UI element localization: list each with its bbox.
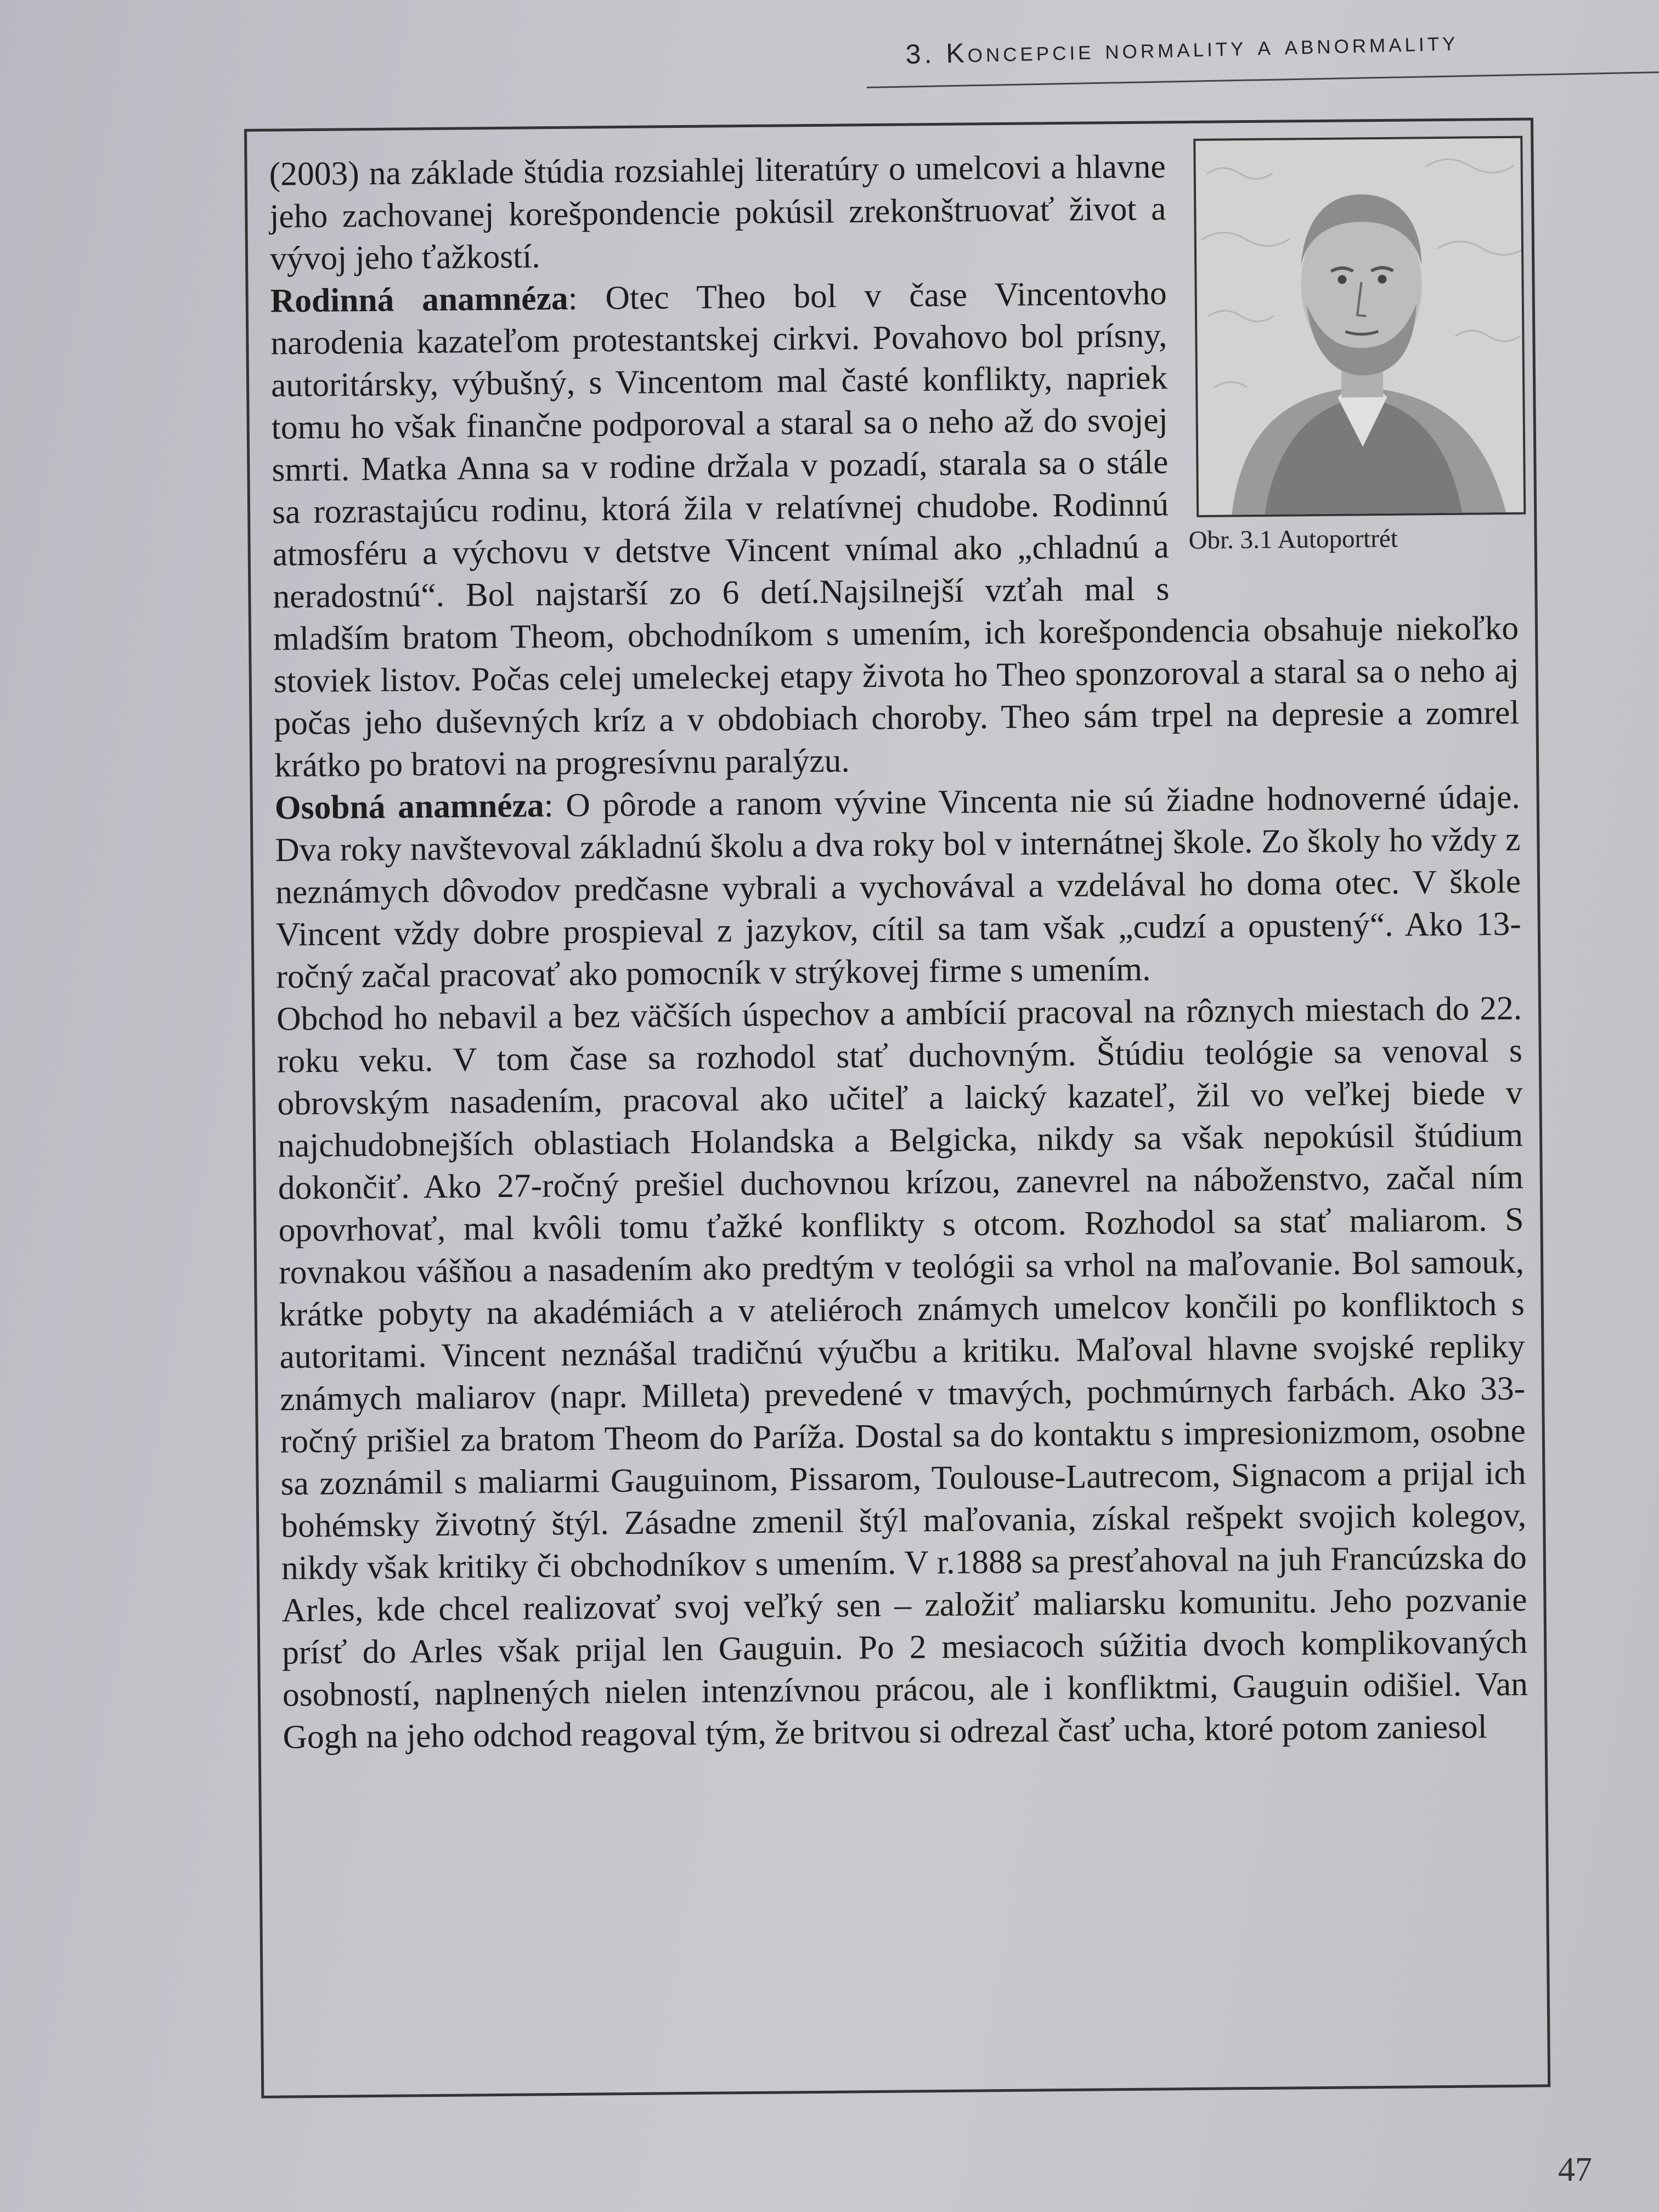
personal-history-text: : O pôrode a ranom vývine Vincenta nie sú žiadne hodnoverné údaje. Dva roky navštevoval základnú školu a dva roky bol v internátnej škole. Zo školy ho vždy z neznámych dôvodov predčasne vybrali a vychovával a vzdelával ho doma otec. V škole Vincent vždy dobre prospieval z jazykov, cítil sa tam však „cudzí a opustený“. Ako 13- ročný začal pracovať ako pomocník v strýkovej firme s umením. xyxy=(275,778,1522,996)
figure xyxy=(1185,136,1534,572)
paragraph-career xyxy=(276,988,1528,1759)
career-text: Obchod ho nebavil a bez väčších úspechov a ambícií pracoval na rôznych miestach do 22. roku veku. V tom čase sa rozhodol stať duchovným. Štúdiu teológie sa venoval s obrovským nasadením, pracoval ako učiteľ a laický kazateľ, žil vo veľkej biede v najchudobnejších oblastiach Holandska a Belgicka, nikdy sa však nepokúsil štúdium dokončiť. Ako 27-ročný prešiel duchovnou krízou, zanevrel na náboženstvo, začal ním opovrhovať, mal kvôli tomu ťažké konflikty s otcom. Rozhodol sa stať maliarom. S rovnakou vášňou a nasadením ako predtým v teológii sa vrhol na maľovanie. Bol samouk, krátke pobyty na akadémiách a v ateliéroch známych umelcov končili po konfliktoch s autoritami. Vincent neznášal tradičnú výučbu a kritiku. Maľoval hlavne svojské repliky známych maliarov (napr. Milleta) prevedené v tmavých, pochmúrnych farbách. Ako 33-ročný prišiel za bratom Theom do Paríža. Dostal sa do kontaktu s impresionizmom, osobne sa zoznámil s maliarmi Gauguinom, Pissarom, Toulouse-Lautrecom, Signacom a prijal ich bohémsky životný štýl. Zásadne zmenil štýl maľovania, získal rešpekt svojich kolegov, nikdy však kritiky či obchodníkov s umením. V r.1888 sa presťahoval na juh Francúzska do Arles, kde chcel realizovať svoj veľký sen – založiť maliarsku komunitu. Jeho pozvanie prísť do Arles však prijal len Gauguin. Po 2 mesiacoch súžitia dvoch komplikovaných osobností, naplnených nielen intenzívnou prácou, ale i konfliktmi, Gauguin odišiel. Van Gogh na jeho odchod reagoval tým, že britvou si odrezal časť ucha, ktoré potom zaniesol xyxy=(276,989,1528,1756)
personal-history-heading: Osobná anamnéza xyxy=(274,787,544,827)
family-history-text: : Otec Theo bol v čase Vincentovho narodenia kazateľom protestantskej cirkvi. Povahovo bol prísny, autoritársky, výbušný, s Vincentom mal časté konflikty, napriek tomu ho však finančne podporoval a staral sa o neho až do svojej smrti. Matka Anna sa v rodine držala v pozadí, starala sa o stále sa rozrastajúcu rodinu, ktorá žila v relatívnej chudobe. Rodinnú atmosféru a výchovu v detstve Vincent vnímal ako „chladnú a neradostnú“. Bol najstarší zo 6 detí.Najsilnejší vzťah mal s mladším bratom Theom, obchodníkom s umením, ich korešpondencia obsahuje niekoľko stoviek listov. Počas celej umeleckej etapy života ho Theo sponzoroval a staral sa o neho aj počas jeho duševných kríz a v obdobiach choroby. Theo sám trpel na depresie a zomrel krátko po bratovi na progresívnu paralýzu. xyxy=(270,274,1520,785)
page-number: 47 xyxy=(1558,2151,1592,2188)
header-rule xyxy=(867,71,1659,88)
text-box xyxy=(244,117,1550,2098)
family-history-heading: Rodinná anamnéza xyxy=(270,279,568,320)
paragraph-intro-text: (2003) na základe štúdia rozsiahlej literatúry o umelcovi a hlavne jeho zachovanej korešpondencie pokúsil zrekonštruovať život a vývoj jeho ťažkostí. xyxy=(269,148,1166,278)
running-head: 3. Koncepcie normality a abnormality xyxy=(905,25,1459,70)
figure-caption: Obr. 3.1 Autoportrét xyxy=(1188,524,1398,555)
box-text xyxy=(269,143,1528,1759)
paragraph-personal-history xyxy=(274,776,1521,998)
van-gogh-self-portrait-icon xyxy=(1193,136,1526,517)
